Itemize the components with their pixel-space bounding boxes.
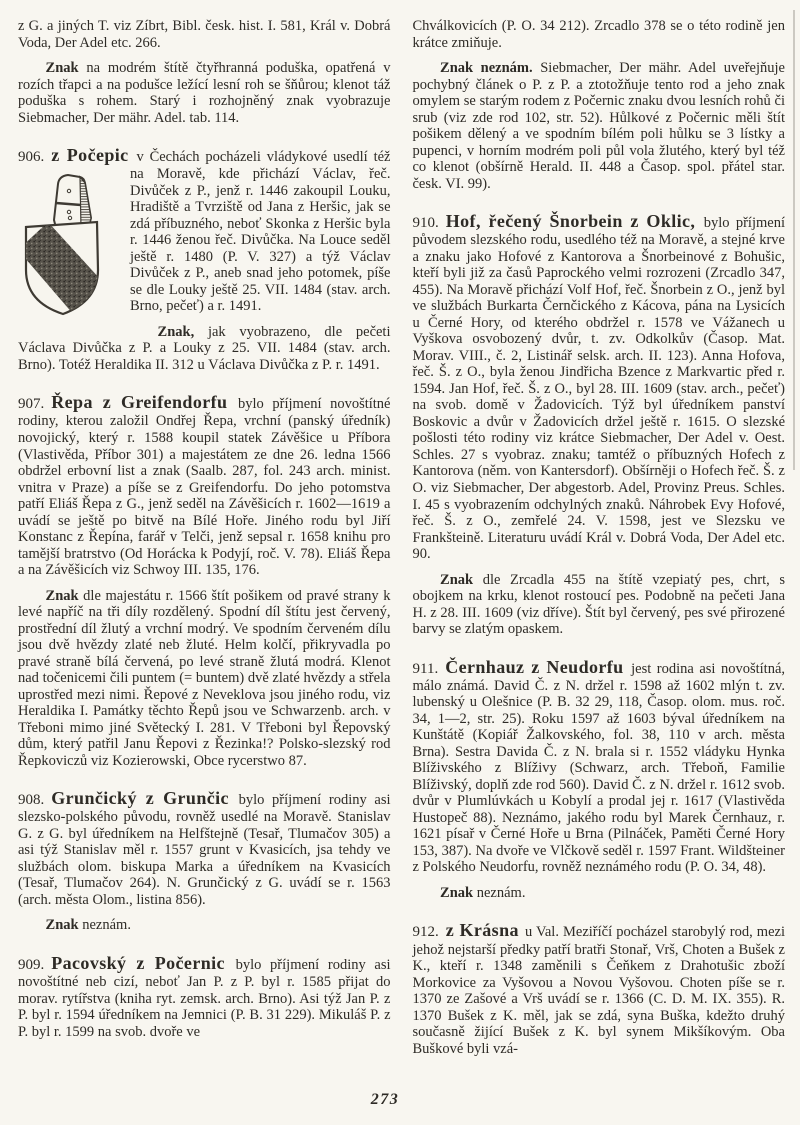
shield-with-bend-and-helm-drawing bbox=[18, 170, 118, 322]
znak-text: jak vyobrazeno, dle pečeti Václava Divůčka z P. a Louky z 25. VII. 1484 (stav. arch. Brno). Totéž Heraldika II. 312 u Václava Divůčka z P. r. 1491. bbox=[18, 323, 391, 373]
entry-912 bbox=[413, 921, 786, 1057]
entry-906-paragraph bbox=[18, 146, 391, 315]
entry-912-paragraph bbox=[413, 921, 786, 1057]
entry-911-paragraph bbox=[413, 658, 786, 876]
entry-911-znak bbox=[413, 885, 786, 902]
entry-text: jest rodina asi novoštítná, málo známá. David Č. z N. držel r. 1598 až 1602 mlýn t. zv. lubenský u Olešnice (P. B. 32 29, 118, Časop. olom. mus. roč. 34, 1—2, str. 25). Roku 1597 až 1603 býval úředníkem na Kunštátě (Kopiář Žalkovského, fol. 38, 110 v arch. města Brna). Sestra Davida Č. z N. brala si r. 1552 vládyku Hynka Blíživského z Blíživy (Schwarz, arch. Třeboň, Familie Blíživský, doplň zde rod 560). David Č. z N. držel r. 1612 svob. dvůr v Plumlúvkách u Kobylí a prodal jej r. 1617 (Vlastivěda Hustopeč 88). Neznámo, jakého rodu byl Marek Černhauz, r. 1621 písař v Černé Hoře u Brna (Pilnáček, Paměti Černé Hory 153, 387). Na dvoře ve Vlčkově seděl r. 1597 Frant. Wildšteiner z Polského Neudorfu, rovněž neznámého rodu (P. O. 34, 48). bbox=[412, 660, 786, 876]
entry-907-paragraph bbox=[18, 393, 391, 578]
znak-text: na modrém štítě čtyřhranná poduška, opatřená v rozích třapci a na podušce ležící lesní roh se šňůrou; klenot táž poduška s rohem. Starý i rozhojněný znak vyobrazuje Siebmacher, Der mähr. Adel. tab. 114. bbox=[18, 60, 391, 126]
entry-name: Černhauz z Neudorfu bbox=[445, 656, 624, 677]
entry-number: 910. bbox=[412, 215, 439, 232]
paragraph-text: z G. a jiných T. viz Zíbrt, Bibl. česk. hist. I. 581, Král v. Dobrá Voda, Der Adel etc. 266. bbox=[18, 18, 391, 51]
entry-name: z Počepic bbox=[51, 145, 129, 166]
scan-edge-artifact bbox=[793, 10, 795, 470]
continuation-paragraph bbox=[413, 18, 786, 51]
entry-number: 912. bbox=[412, 924, 439, 941]
paragraph-text: Chválkovicích (P. O. 34 212). Zrcadlo 378 se o této rodině jen krátce zmiňuje. bbox=[412, 18, 785, 51]
entry-909-znak bbox=[413, 60, 786, 192]
entry-911 bbox=[413, 658, 786, 902]
entry-name: Řepa z Greifendorfu bbox=[51, 392, 228, 413]
znak-text: Siebmacher, Der mähr. Adel uveřejňuje pochybný článek o P. z P. a ztotožňuje tento rod a jeho znak omylem se starým rodem z Počernic znaku dvou lesních rohů či srub (viz zde rod 102, str. 52). Hůlkové z Počernic měli štít pošikem dělený a ve spodním bílém poli hůlku se 3 lístky a pupenci, v horním modrém poli půl vola žlutého, který byl též co klenot (obšírně Herald. II. 448 a Časop. spol. přátel star. česk. VI. 99). bbox=[412, 60, 785, 192]
entry-907-znak bbox=[18, 588, 391, 770]
entry-text: bylo příjmení novoštítné rodiny, kterou založil Ondřej Řepa, vrchní (panský úředník) novojický, který r. 1588 koupil statek Závěšice u Příbora (Vlastivěda, Příbor 301) a majestátem ze dne 26. ledna 1566 obdržel erbovní list a znak (Saalb. 287, fol. 243 arch. minist. vnitra v Praze) a píše se z Greifendorfu. Do jeho potomstva patří Eliáš Řepa z G., jenž seděl na Závěšicích r. 1602—1619 a uvádí se ještě po bitvě na Bílé Hoře. Jiného rodu byl Jiří Konstanc z Řepína, farář v Telči, jenž sepsal r. 1658 knihu pro tamější bratrstvo (Od Horácka k Podyjí, roč. V. 78). Eliáš Řepa a na Závěšicích viz Schwoy III. 135, 176. bbox=[18, 396, 391, 579]
znak-lead: Znak bbox=[45, 917, 79, 934]
entry-908-paragraph bbox=[18, 789, 391, 908]
entry-name: Hof, řečený Šnorbein z Oklic, bbox=[445, 211, 696, 232]
page-number: 273 bbox=[370, 1091, 400, 1108]
znak-lead: Znak, bbox=[157, 323, 195, 340]
znak-lead: Znak neznám. bbox=[440, 60, 533, 77]
entry-909 bbox=[18, 954, 391, 1040]
right-column bbox=[413, 18, 786, 1066]
heraldic-seal-figure bbox=[18, 170, 118, 322]
entry-906-znak bbox=[18, 324, 391, 374]
znak-lead: Znak bbox=[45, 60, 79, 77]
entry-text: bylo příjmení rodiny asi novoštítné neb cizí, neboť Jan P. z P. byl r. 1585 přijat do morav. rytířstva (kniha ryt. zemsk. arch. Brno). Asi týž Jan P. z P. byl r. 1594 úředníkem na Jemnici (P. B. 31 229). Mikuláš P. z P. byl r. 1599 na svob. dvoře ve bbox=[18, 957, 391, 1040]
entry-907 bbox=[18, 393, 391, 769]
entry-text-start: v Čechách pocházeli vládykové bbox=[130, 149, 328, 166]
znak-lead: Znak bbox=[440, 884, 474, 901]
entry-number: 906. bbox=[18, 149, 45, 166]
entry-number: 911. bbox=[412, 660, 439, 677]
entry-text-rest: usedlí též na Moravě, kde přichází Václav, řeč. Divůček z P., jenž r. 1446 zakoupil Louku, Hradiště a Tvrziště od Jana z Heršic, jak se zdá příbuzného, neboť Skonka z Heršic byla r. 1446 ženou řeč. Divůčka. Na Louce seděl ještě r. 1480 (P. V. 327) a týž Václav Divůček z P., aneb snad jeho potomek, píše se dle Louky ještě 25. VII. 1484 (stav. arch. Brno, pečeť) a r. 1491. bbox=[130, 149, 391, 315]
entry-910 bbox=[413, 212, 786, 637]
znak-text: neznám. bbox=[78, 917, 131, 934]
znak-lead: Znak bbox=[440, 571, 474, 588]
entry-name: Pacovský z Počernic bbox=[51, 953, 225, 973]
znak-paragraph-intro bbox=[18, 60, 391, 126]
entry-906 bbox=[18, 146, 391, 373]
znak-text: neznám. bbox=[473, 884, 526, 901]
entry-910-paragraph bbox=[413, 212, 786, 562]
entry-name: z Krásna bbox=[445, 920, 519, 941]
entry-name: Grunčický z Grunčic bbox=[51, 788, 229, 809]
entry-number: 908. bbox=[18, 792, 45, 809]
continuation-paragraph bbox=[18, 18, 391, 51]
entry-text: bylo příjmení rodiny asi slezsko-polského původu, rovněž usedlé na Moravě. Stanislav G. z G. byl úředníkem na Helfštejně (Tesař, Tlumačov 305) a asi týž Stanislav měl r. 1557 grunt v Kvasicích, jsa tehdy ve službách olom. biskupa Marka a úředníkem na Kvasicích (Tesař, Tlumačov 264). N. Grunčický z G. uvádí se r. 1563 (arch. města Olom., listina 856). bbox=[18, 792, 391, 908]
two-column-text bbox=[18, 18, 785, 1066]
entry-number: 907. bbox=[18, 396, 45, 413]
entry-number: 909. bbox=[18, 957, 45, 973]
entry-909-paragraph bbox=[18, 954, 391, 1040]
entry-text: u Val. Meziříčí pocházel starobylý rod, mezi jehož nejstarší předky patří bratři Stonař, Vrš, Choten a Bušek z K., kteří r. 1348 zaměnili s Čeňkem z Drahotušic zboží Morkovice za Vyšovou a Novou Vyšovou. Choten píše se r. 1370 ze Zašové a Vrš uvádí se r. 1366 (C. D. M. IX. 355). R. 1370 Bušek z K. měl, jak se zdá, syna Buška, kdežto druhý současně žijící Bušek z K. byl synem Mikšíkovým. Oba Buškové byli vzá- bbox=[412, 924, 785, 1057]
entry-910-znak bbox=[413, 572, 786, 638]
znak-text: dle majestátu r. 1566 štít pošikem od pravé strany k levé napříč na tři díly rozdělený. Spodní díl štítu jest červený, prostřední díl žlutý a vrchní modrý. Ve spodním červeném dílu jsou dvě hvězdy zlaté neb žluté. Helm kolčí, přikryvadla po pravé straně bílá červená, po levé straně žlutá modrá. Klenot nad točenicemi čili puntem (= buntem) dvě zlaté hvězdy a střela uprostřed mezi nimi. Řepové z Neveklova jsou jiného rodu, viz Heraldika I. Památky těchto Řepů jsou ve Schwarzenb. arch. v Třeboni mimo jiné Světecký I. 281. V Třeboni byl Řepovský dům, který patřil Janu Řepovi z Řezinka!? Polsko-slezský rod Řepkoviczů viz Kozierowski, Obce rycerstwo 87. bbox=[18, 587, 391, 769]
znak-lead: Znak bbox=[45, 587, 79, 604]
entry-text: bylo příjmení původem slezského rodu, usedlého též na Moravě, a stejné krve a znaku jako Hofové z Kantorova a Šnorbeinové z Bohušic, kteří byli již za časů Paprockého velmi rozrozeni (Zrcadlo 347, 455). Na Moravě přichází Volf Hof, řeč. Šnorbein z O., jenž byl ve službách Burkarta Černčického z Kácova, pána na Lysicích u Černé Hory, od kterého obdržel r. 1578 ve Vážanech u Vyškova osvobozený dvůr, t. zv. Odkolkův (Časop. Mat. Morav. VIII., č. 2, Listinář selsk. arch. II. 123). Anna Hofova, řeč. Š. z O., byla ženou Jindřicha Bzence z Markvartic před r. 1594. Jan Hof, řeč. Š. z O., byl 28. III. 1609 (stav. arch., pečeť) na svob. domě v Žadovicích. Týž byl úředníkem panství Boskovic a dvůr v Žadovicích držel ještě r. 1615. O slezské pošlosti této rodiny viz krátce Siebmacher, Der Adel v. Oest. Schles. 27 s vyobraz. znaku; tamtéž o příbuzných Hofech z Kantorova (něm. von Kantersdorf). Obšírněji o Hofech řeč. Š. z O. viz Siebmacher, Der abgestorb. Adel, Provinz Preus. Schles. I. 45 s vyobrazením odchylných znaků. Náhrobek Evy Hofové, řeč. Š. z O., zemřelé 24. V. 1598, jest ve Slezsku ve Frankšteině. Literaturu uvádí Král v. Dobrá Voda, Der Adel etc. 90. bbox=[412, 215, 785, 563]
entry-908-znak bbox=[18, 917, 391, 934]
znak-text: dle Zrcadla 455 na štítě vzepiatý pes, chrt, s obojkem na krku, klenot rostoucí pes. Podobně na pečeti Jana H. z 28. III. 1609 (viz dříve). Štít byl červený, pes své přirozené barvy se zlatým opaskem. bbox=[412, 571, 785, 638]
entry-908 bbox=[18, 789, 391, 934]
left-column bbox=[18, 18, 391, 1066]
